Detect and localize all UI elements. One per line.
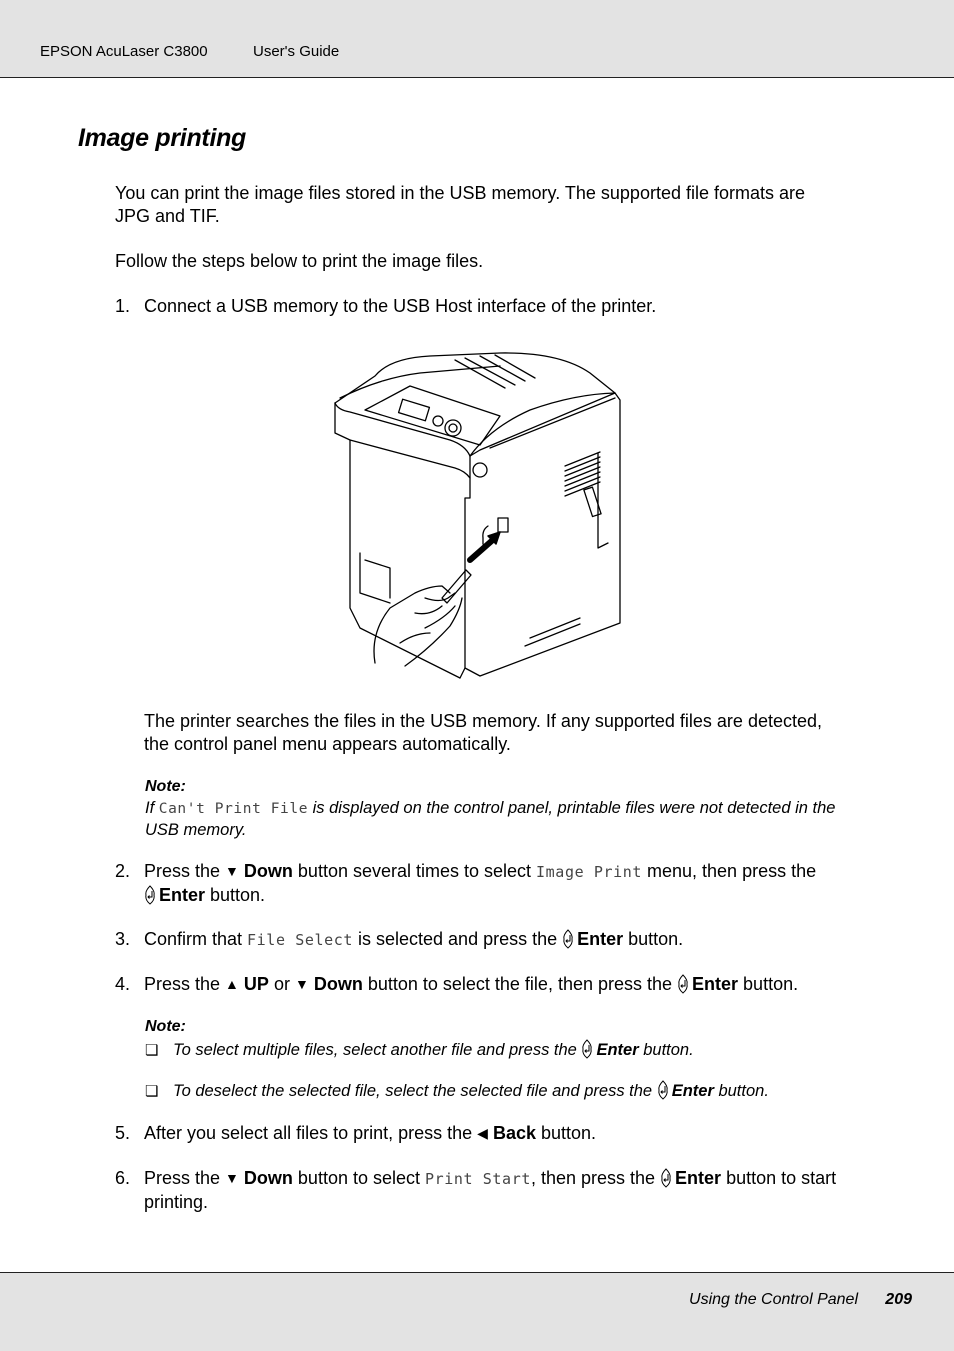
step-text-part: Press the: [144, 1168, 226, 1188]
enter-key-label: Enter: [675, 1168, 722, 1188]
intro-paragraph: [115, 182, 885, 227]
step-text-part: button.: [738, 974, 799, 994]
enter-icon: [657, 1080, 669, 1100]
menu-name: Image Print: [536, 863, 642, 881]
note-text-part: To select multiple files, select another file and press the: [173, 1041, 582, 1059]
note-text-part: button.: [638, 1041, 694, 1059]
enter-key-label: Enter: [596, 1041, 639, 1059]
down-triangle-icon: ▼: [225, 863, 239, 879]
enter-key-label: Enter: [671, 1082, 714, 1100]
page-footer: [0, 1272, 954, 1351]
note-item: [173, 1039, 893, 1061]
note-label: Note:: [145, 1018, 186, 1035]
step-text: [144, 928, 885, 952]
step-text-part: printing.: [144, 1191, 209, 1212]
detect-line-2: the control panel menu appears automatically.: [144, 733, 511, 754]
note-label: Note:: [145, 778, 186, 795]
step-text-part: Press the: [144, 974, 226, 994]
step-text: Connect a USB memory to the USB Host interface of the printer.: [144, 296, 657, 316]
step-3: [115, 928, 885, 952]
note-text-part: button.: [713, 1082, 769, 1100]
down-triangle-icon: ▼: [225, 1170, 239, 1186]
step-text: [144, 973, 885, 996]
step-text-part: button to select the file, then press the: [362, 974, 678, 994]
guide-name: User's Guide: [253, 43, 340, 60]
step-text-part: is selected and press the: [353, 929, 563, 949]
step-text: [144, 1167, 885, 1213]
step-text: [144, 860, 885, 906]
step-4: [115, 973, 885, 996]
step-5: [115, 1122, 885, 1145]
section-name: Using the Control Panel: [689, 1291, 858, 1308]
step-text-part: Press the: [144, 861, 226, 881]
step-1: [115, 295, 885, 318]
step-text-part: button.: [535, 1123, 597, 1143]
note-text-part: is displayed on the control panel, printable files were not detected in the: [308, 799, 836, 817]
page-title: Image printing: [78, 124, 247, 152]
enter-key-label: Enter: [159, 884, 206, 905]
detect-paragraph: [144, 710, 884, 755]
step-text-part: button.: [205, 884, 266, 905]
step-number: 3.: [115, 929, 131, 949]
menu-name: Print Start: [425, 1170, 531, 1188]
page-header: [0, 0, 954, 78]
step-number: 1.: [115, 296, 131, 316]
enter-key-label: Enter: [577, 929, 624, 949]
down-key-label: Down: [243, 861, 293, 881]
page-number: 209: [885, 1291, 912, 1308]
step-text-part: , then press the: [530, 1168, 661, 1188]
menu-name: File Select: [247, 931, 353, 949]
up-key-label: UP: [243, 974, 269, 994]
intro-line-2: JPG and TIF.: [115, 205, 220, 226]
display-message: Can't Print File: [158, 801, 309, 817]
up-triangle-icon: ▲: [225, 976, 239, 992]
enter-icon: [562, 929, 574, 949]
left-triangle-icon: ◀: [477, 1125, 488, 1141]
step-text-part: button to start: [721, 1168, 837, 1188]
step-2: [115, 860, 885, 906]
checkbox-bullet-icon: ❏: [145, 1042, 159, 1059]
step-text-part: button several times to select: [292, 861, 537, 881]
product-name: EPSON AcuLaser C3800: [40, 43, 208, 60]
enter-icon: [144, 885, 156, 905]
down-key-label: Down: [243, 1168, 293, 1188]
step-number: 4.: [115, 974, 131, 994]
note-text-part: USB memory.: [145, 821, 247, 839]
follow-paragraph: Follow the steps below to print the image files.: [115, 251, 484, 271]
step-number: 2.: [115, 861, 131, 881]
down-triangle-icon: ▼: [294, 976, 309, 992]
step-text-part: button to select: [292, 1168, 426, 1188]
step-text-part: button.: [623, 929, 684, 949]
printer-usb-illustration: [330, 348, 625, 683]
step-6: [115, 1167, 885, 1213]
enter-key-label: Enter: [692, 974, 739, 994]
note-text-part: If: [145, 799, 159, 817]
note-text-part: To deselect the selected file, select the selected file and press the: [173, 1082, 657, 1100]
note-text: [145, 798, 885, 841]
step-text-part: menu, then press the: [642, 861, 817, 881]
enter-icon: [581, 1039, 593, 1059]
back-key-label: Back: [492, 1123, 536, 1143]
step-text-part: Confirm that: [144, 929, 248, 949]
step-text-part: or: [268, 974, 295, 994]
checkbox-bullet-icon: ❏: [145, 1083, 159, 1100]
detect-line-1: The printer searches the files in the USB memory. If any supported files are detected,: [144, 711, 822, 731]
enter-icon: [677, 974, 689, 994]
enter-icon: [660, 1168, 672, 1188]
down-key-label: Down: [313, 974, 363, 994]
step-text-part: After you select all files to print, press the: [144, 1123, 478, 1143]
step-text: [144, 1122, 885, 1145]
note-item: [173, 1080, 893, 1102]
intro-line-1: You can print the image files stored in the USB memory. The supported file formats are: [115, 183, 806, 203]
step-number: 5.: [115, 1123, 131, 1143]
step-number: 6.: [115, 1168, 131, 1188]
